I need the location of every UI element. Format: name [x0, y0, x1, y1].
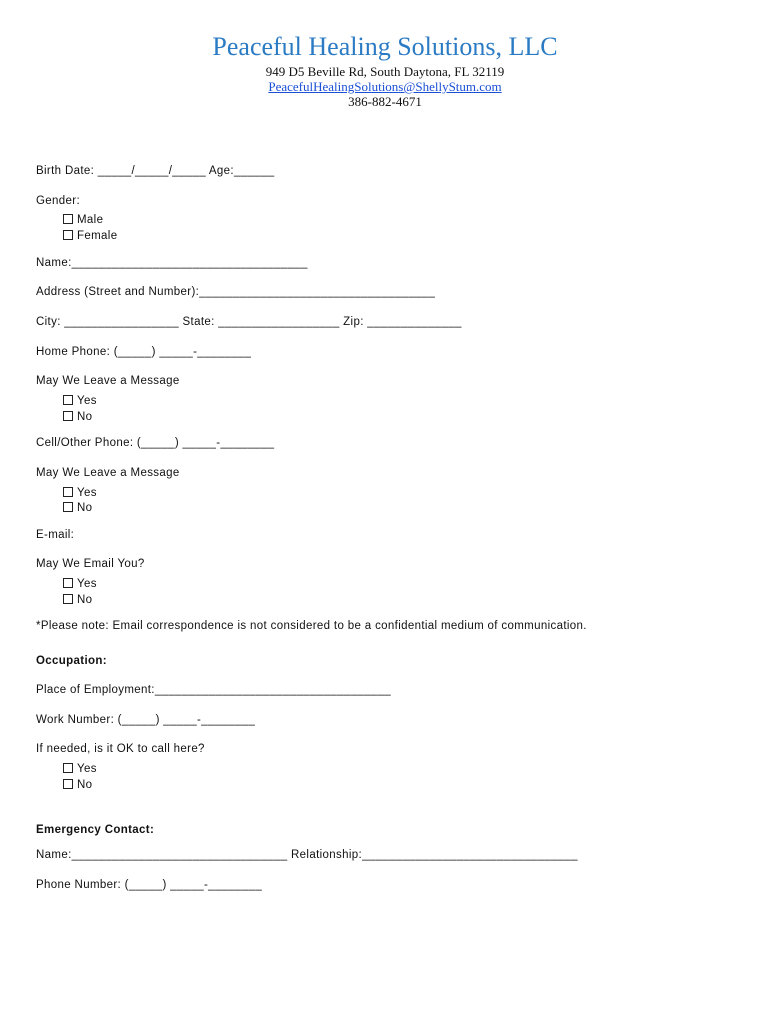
email-field[interactable]: E-mail:	[36, 529, 75, 541]
emergency-name-relationship-field[interactable]: Name:________________________________ Relationship:________________________________	[36, 849, 578, 861]
leave-message-label-home: May We Leave a Message	[36, 375, 180, 387]
gender-option-female[interactable]: Female	[63, 229, 117, 243]
address-field[interactable]: Address (Street and Number):___________________________________	[36, 286, 436, 298]
checkbox-icon[interactable]	[63, 230, 73, 240]
emergency-contact-heading: Emergency Contact:	[36, 824, 155, 836]
leave-message-cell-no[interactable]: No	[63, 501, 92, 515]
home-phone-field[interactable]: Home Phone: (_____) _____-________	[36, 346, 252, 358]
work-number-field[interactable]: Work Number: (_____) _____-________	[36, 714, 256, 726]
checkbox-icon[interactable]	[63, 578, 73, 588]
leave-message-home-no[interactable]: No	[63, 410, 92, 424]
ok-to-call-no[interactable]: No	[63, 778, 92, 792]
letterhead	[0, 30, 770, 109]
ok-to-call-yes[interactable]: Yes	[63, 762, 97, 776]
occupation-heading: Occupation:	[36, 655, 107, 667]
checkbox-icon[interactable]	[63, 594, 73, 604]
checkbox-icon[interactable]	[63, 779, 73, 789]
email-note: *Please note: Email correspondence is not considered to be a confidential medium of communication.	[36, 620, 587, 632]
company-phone: 386-882-4671	[348, 94, 422, 109]
checkbox-icon[interactable]	[63, 502, 73, 512]
may-email-yes[interactable]: Yes	[63, 577, 97, 591]
may-email-no[interactable]: No	[63, 593, 92, 607]
checkbox-icon[interactable]	[63, 411, 73, 421]
gender-option-male[interactable]: Male	[63, 213, 103, 227]
checkbox-icon[interactable]	[63, 487, 73, 497]
leave-message-home-yes[interactable]: Yes	[63, 394, 97, 408]
checkbox-icon[interactable]	[63, 214, 73, 224]
birth-date-field[interactable]: Birth Date: _____/_____/_____ Age:______	[36, 165, 275, 177]
leave-message-label-cell: May We Leave a Message	[36, 467, 180, 479]
city-state-zip-field[interactable]: City: _________________ State: __________________ Zip: ______________	[36, 316, 462, 328]
emergency-phone-field[interactable]: Phone Number: (_____) _____-________	[36, 879, 263, 891]
company-email-link[interactable]: PeacefulHealingSolutions@ShellyStum.com	[268, 79, 502, 94]
cell-phone-field[interactable]: Cell/Other Phone: (_____) _____-________	[36, 437, 275, 449]
may-email-label: May We Email You?	[36, 558, 145, 570]
company-address: 949 D5 Beville Rd, South Daytona, FL 32119	[265, 64, 505, 79]
checkbox-icon[interactable]	[63, 763, 73, 773]
gender-label: Gender:	[36, 195, 81, 207]
leave-message-cell-yes[interactable]: Yes	[63, 486, 97, 500]
checkbox-icon[interactable]	[63, 395, 73, 405]
name-field[interactable]: Name:___________________________________	[36, 257, 308, 269]
company-title: Peaceful Healing Solutions, LLC	[212, 32, 558, 61]
place-of-employment-field[interactable]: Place of Employment:___________________________________	[36, 684, 391, 696]
ok-to-call-label: If needed, is it OK to call here?	[36, 743, 205, 755]
